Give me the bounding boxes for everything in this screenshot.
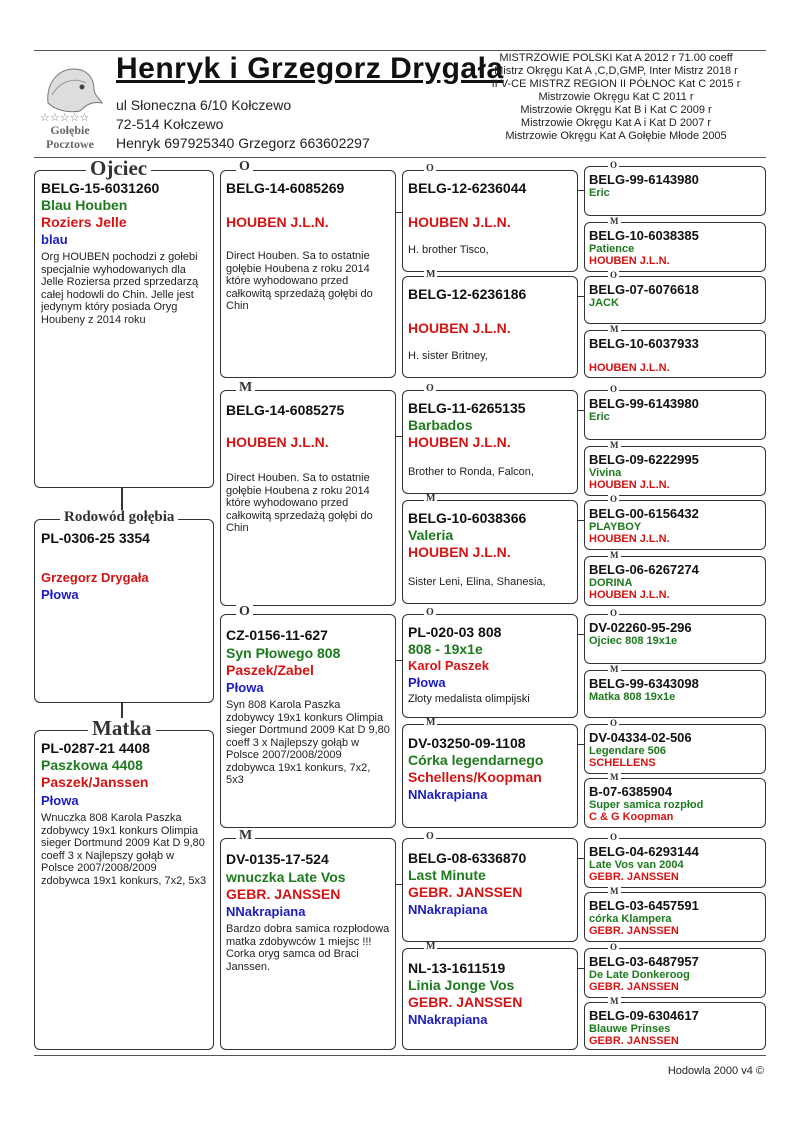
- breeder-name: GEBR. JANSSEN: [589, 1035, 679, 1047]
- pigeon-name: córka Klampera: [589, 913, 672, 925]
- sex-tag: O: [610, 384, 618, 394]
- great-grandparent-card[interactable]: [402, 276, 578, 378]
- breeder-title: Henryk i Grzegorz Drygała: [116, 52, 504, 85]
- ancestor-card[interactable]: [584, 446, 766, 496]
- great-grandparent-card[interactable]: [402, 614, 578, 718]
- pigeon-name: Córka legendarnego: [408, 752, 544, 768]
- sex-tag: O: [610, 608, 618, 618]
- championship-line: II V-CE MISTRZ REGION II PÓŁNOC Kat C 2015 r: [491, 78, 741, 90]
- ancestor-card[interactable]: [584, 276, 766, 324]
- breeder-name: HOUBEN J.L.N.: [589, 479, 670, 491]
- pigeon-note: Wnuczka 808 Karola Paszka zdobywcy 19x1 konkurs Olimpia sieger Dortmund 2009 Kat D 9,80 coeff 3 x Najlepszy gołąb w Polsce 2007/2008/2009 zdobywca 19x1 konkurs, 7x2, 5x3: [41, 812, 207, 887]
- svg-text:☆☆☆☆☆: ☆☆☆☆☆: [40, 111, 90, 124]
- ancestor-card[interactable]: [584, 948, 766, 998]
- ring-number: DV-03250-09-1108: [408, 735, 526, 751]
- pigeon-name: Matka 808 19x1e: [589, 691, 676, 703]
- address-city: 72-514 Kołczewo: [116, 116, 224, 132]
- pigeon-name: Eric: [589, 411, 610, 423]
- ring-number: BELG-09-6222995: [589, 452, 699, 467]
- sex-tag: O: [426, 831, 434, 842]
- ancestor-card[interactable]: [584, 222, 766, 272]
- breeder-name: GEBR. JANSSEN: [589, 871, 679, 883]
- pigeon-color: NNakrapiana: [408, 902, 488, 917]
- pigeon-name: PLAYBOY: [589, 521, 642, 533]
- sex-tag: M: [610, 216, 619, 226]
- ring-number: BELG-14-6085269: [226, 180, 345, 196]
- sex-tag: O: [236, 605, 253, 619]
- great-grandparent-card[interactable]: [402, 500, 578, 604]
- ring-number: CZ-0156-11-627: [226, 627, 328, 643]
- pigeon-name: Blau Houben: [41, 197, 128, 213]
- sex-tag: O: [426, 607, 434, 618]
- father-label: Ojciec: [86, 158, 151, 179]
- pigeon-name: 808 - 19x1e: [408, 641, 483, 657]
- ring-number: DV-0135-17-524: [226, 851, 329, 867]
- sex-tag: M: [610, 772, 619, 782]
- pigeon-note: Direct Houben. Sa to ostatnie gołębie Houbena z roku 2014 które wyhodowano przed całkowitą sprzedażą gołębi do Chin: [226, 250, 373, 312]
- breeder-name: HOUBEN J.L.N.: [589, 533, 670, 545]
- ring-number: BELG-03-6487957: [589, 954, 699, 969]
- ancestor-card[interactable]: [584, 724, 766, 774]
- ring-number: PL-020-03 808: [408, 624, 502, 640]
- ancestor-card[interactable]: [584, 556, 766, 606]
- breeder-name: HOUBEN J.L.N.: [226, 434, 329, 450]
- ring-number: BELG-99-6343098: [589, 676, 699, 691]
- ring-number: BELG-09-6304617: [589, 1008, 699, 1023]
- ring-number: NL-13-1611519: [408, 960, 506, 976]
- pigeon-name: DORINA: [589, 577, 633, 589]
- great-grandparent-card[interactable]: [402, 724, 578, 828]
- sex-tag: M: [236, 381, 255, 395]
- pigeon-note: Direct Houben. Sa to ostatnie gołębie Houbena z roku 2014 które wyhodowano przed całkowitą sprzedażą gołębi do Chin: [226, 472, 373, 534]
- championship-line: Mistrzowie Okręgu Kat B i Kat C 2009 r: [520, 104, 712, 116]
- pigeon-color: Płowa: [408, 675, 446, 690]
- ring-number: B-07-6385904: [589, 784, 673, 799]
- sex-tag: M: [610, 550, 619, 560]
- sex-tag: M: [610, 886, 619, 896]
- sex-tag: O: [236, 160, 253, 174]
- pigeon-name: De Late Donkeroog: [589, 969, 690, 981]
- breeder-name: Paszek/Janssen: [41, 774, 149, 790]
- ring-number: BELG-07-6076618: [589, 282, 699, 297]
- ring-number: BELG-14-6085275: [226, 402, 345, 418]
- ring-number: BELG-11-6265135: [408, 400, 526, 416]
- pigeon-name: Eric: [589, 187, 610, 199]
- grandparent-card[interactable]: [220, 170, 396, 378]
- championship-line: Mistrz Okręgu Kat A ,C,D,GMP, Inter Mistrz 2018 r: [494, 65, 738, 77]
- pigeon-color: Płowa: [226, 680, 264, 695]
- pigeon-note: Sister Leni, Elina, Shanesia,: [408, 576, 546, 588]
- ancestor-card[interactable]: [584, 1002, 766, 1050]
- championship-list: [466, 52, 766, 143]
- sex-tag: M: [426, 269, 436, 280]
- ring-number: BELG-08-6336870: [408, 850, 527, 866]
- pigeon-name: Late Vos van 2004: [589, 859, 684, 871]
- pigeon-name: JACK: [589, 297, 619, 309]
- ancestor-card[interactable]: [584, 166, 766, 216]
- great-grandparent-card[interactable]: [402, 390, 578, 494]
- breeder-name: GEBR. JANSSEN: [226, 886, 341, 902]
- breeder-name: HOUBEN J.L.N.: [408, 544, 511, 560]
- breeder-name: HOUBEN J.L.N.: [408, 320, 511, 336]
- ancestor-card[interactable]: [584, 670, 766, 718]
- software-footer: Hodowla 2000 v4 ©: [667, 1065, 764, 1077]
- sex-tag: M: [610, 996, 619, 1006]
- pigeon-name: Barbados: [408, 417, 473, 433]
- sex-tag: M: [426, 493, 436, 504]
- pigeon-name: Patience: [589, 243, 635, 255]
- pigeon-name: Last Minute: [408, 867, 486, 883]
- breeder-name: HOUBEN J.L.N.: [589, 362, 670, 374]
- sex-tag: M: [610, 440, 619, 450]
- breeder-name: HOUBEN J.L.N.: [226, 214, 329, 230]
- ring-number: DV-02260-95-296: [589, 620, 692, 635]
- ancestor-card[interactable]: [584, 614, 766, 664]
- pigeon-color: Płowa: [41, 587, 79, 602]
- sex-tag: M: [236, 829, 255, 843]
- pigeon-note: Org HOUBEN pochodzi z gołebi specjalnie wyhodowanych dla Jelle Roziersa przed sprzedarzą całej hodowli do Chin. Jelle jest jedynym który posiada Oryg Houbeny z 2014 roku: [41, 251, 199, 326]
- footer-rule: [34, 1055, 766, 1056]
- sex-tag: O: [426, 163, 434, 174]
- ring-number: BELG-12-6236186: [408, 286, 527, 302]
- sex-tag: O: [610, 832, 618, 842]
- ring-number: BELG-15-6031260: [41, 180, 160, 196]
- svg-text:Pocztowe: Pocztowe: [46, 137, 94, 151]
- breeder-name: Paszek/Zabel: [226, 662, 314, 678]
- championship-line: MISTRZOWIE POLSKI Kat A 2012 r 71.00 coeff: [499, 52, 733, 64]
- ring-number: DV-04334-02-506: [589, 730, 692, 745]
- sex-tag: M: [426, 941, 436, 952]
- ancestor-card[interactable]: [584, 778, 766, 828]
- pigeon-logo: [34, 55, 106, 151]
- svg-text:Gołębie: Gołębie: [50, 123, 90, 137]
- ring-number: PL-0306-25 3354: [41, 530, 150, 546]
- grandparent-card[interactable]: [220, 614, 396, 828]
- pigeon-note: Złoty medalista olimpijski: [408, 693, 530, 705]
- ring-number: BELG-06-6267274: [589, 562, 699, 577]
- great-grandparent-card[interactable]: [402, 838, 578, 942]
- championship-line: Mistrzowie Okręgu Kat A Gołębie Młode 2005: [505, 130, 727, 142]
- ring-number: BELG-04-6293144: [589, 844, 699, 859]
- ancestor-card[interactable]: [584, 500, 766, 550]
- sex-tag: M: [610, 664, 619, 674]
- ring-number: BELG-12-6236044: [408, 180, 527, 196]
- breeder-name: C & G Koopman: [589, 811, 674, 823]
- father-card[interactable]: [34, 170, 214, 488]
- breeder-name: HOUBEN J.L.N.: [408, 214, 511, 230]
- great-grandparent-card[interactable]: [402, 948, 578, 1050]
- owner-name: Grzegorz Drygała: [41, 570, 149, 585]
- ring-number: BELG-10-6037933: [589, 336, 699, 351]
- address-street: ul Słoneczna 6/10 Kołczewo: [116, 97, 292, 113]
- ring-number: BELG-00-6156432: [589, 506, 699, 521]
- mother-card[interactable]: [34, 730, 214, 1050]
- breeder-name: GEBR. JANSSEN: [408, 994, 523, 1010]
- pigeon-note: H. sister Britney,: [408, 350, 488, 362]
- ancestor-card[interactable]: [584, 390, 766, 440]
- sex-tag: M: [610, 324, 619, 334]
- breeder-name: GEBR. JANSSEN: [589, 981, 679, 993]
- pigeon-head-icon: [34, 55, 106, 151]
- ring-number: BELG-99-6143980: [589, 172, 699, 187]
- pigeon-color: NNakrapiana: [226, 904, 306, 919]
- sex-tag: M: [426, 717, 436, 728]
- great-grandparent-card[interactable]: [402, 170, 578, 272]
- pigeon-color: NNakrapiana: [408, 1012, 488, 1027]
- breeder-name: GEBR. JANSSEN: [408, 884, 523, 900]
- top-rule: [34, 50, 766, 51]
- pigeon-name: wnuczka Late Vos: [226, 869, 346, 885]
- breeder-name: Roziers Jelle: [41, 214, 127, 230]
- ring-number: BELG-10-6038366: [408, 510, 527, 526]
- pigeon-color: blau: [41, 232, 68, 247]
- sex-tag: O: [610, 160, 618, 170]
- grandparent-card[interactable]: [220, 390, 396, 606]
- grandparent-card[interactable]: [220, 838, 396, 1050]
- pigeon-note: H. brother Tisco,: [408, 244, 489, 256]
- sex-tag: O: [610, 942, 618, 952]
- breeder-name: HOUBEN J.L.N.: [589, 589, 670, 601]
- breeder-name: HOUBEN J.L.N.: [589, 255, 670, 267]
- subject-label: Rodowód gołębia: [60, 510, 178, 525]
- ancestor-card[interactable]: [584, 330, 766, 378]
- subject-card[interactable]: [34, 519, 214, 703]
- pigeon-name: Valeria: [408, 527, 454, 543]
- sex-tag: O: [610, 494, 618, 504]
- phone-numbers: Henryk 697925340 Grzegorz 663602297: [116, 135, 370, 151]
- pigeon-note: Syn 808 Karola Paszka zdobywcy 19x1 konkurs Olimpia sieger Dortmund 2009 Kat D 9,80 coeff 3 x Najlepszy gołąb w Polsce 2007/2008/2009 zdobywca 19x1 konkurs, 7x2, 5x3: [226, 699, 390, 786]
- mother-label: Matka: [88, 718, 156, 739]
- sex-tag: O: [426, 383, 434, 394]
- pigeon-note: Bardzo dobra samica rozpłodowa matka zdobywców 1 miejsc !!! Corka oryg samca od Braci Janssen.: [226, 923, 390, 973]
- pigeon-name: Vivina: [589, 467, 622, 479]
- ancestor-card[interactable]: [584, 838, 766, 888]
- breeder-name: Karol Paszek: [408, 658, 489, 673]
- breeder-name: HOUBEN J.L.N.: [408, 434, 511, 450]
- breeder-name: SCHELLENS: [589, 757, 656, 769]
- pigeon-name: Ojciec 808 19x1e: [589, 635, 678, 647]
- pigeon-name: Blauwe Prinses: [589, 1023, 671, 1035]
- championship-line: Mistrzowie Okręgu Kat C 2011 r: [538, 91, 694, 103]
- sex-tag: O: [610, 718, 618, 728]
- ancestor-card[interactable]: [584, 892, 766, 942]
- pigeon-name: Paszkowa 4408: [41, 757, 143, 773]
- ring-number: BELG-03-6457591: [589, 898, 699, 913]
- ring-number: PL-0287-21 4408: [41, 740, 150, 756]
- championship-line: Mistrzowie Okręgu Kat A i Kat D 2007 r: [520, 117, 712, 129]
- pigeon-name: Syn Płowego 808: [226, 645, 341, 661]
- pigeon-name: Super samica rozpłod: [589, 799, 704, 811]
- breeder-name: GEBR. JANSSEN: [589, 925, 679, 937]
- ring-number: BELG-99-6143980: [589, 396, 699, 411]
- pigeon-color: Płowa: [41, 793, 79, 808]
- sex-tag: O: [610, 270, 618, 280]
- pigeon-color: NNakrapiana: [408, 787, 488, 802]
- pigeon-note: Brother to Ronda, Falcon,: [408, 466, 534, 478]
- breeder-name: Schellens/Koopman: [408, 769, 542, 785]
- pigeon-name: Legendare 506: [589, 745, 667, 757]
- pigeon-name: Linia Jonge Vos: [408, 977, 515, 993]
- ring-number: BELG-10-6038385: [589, 228, 699, 243]
